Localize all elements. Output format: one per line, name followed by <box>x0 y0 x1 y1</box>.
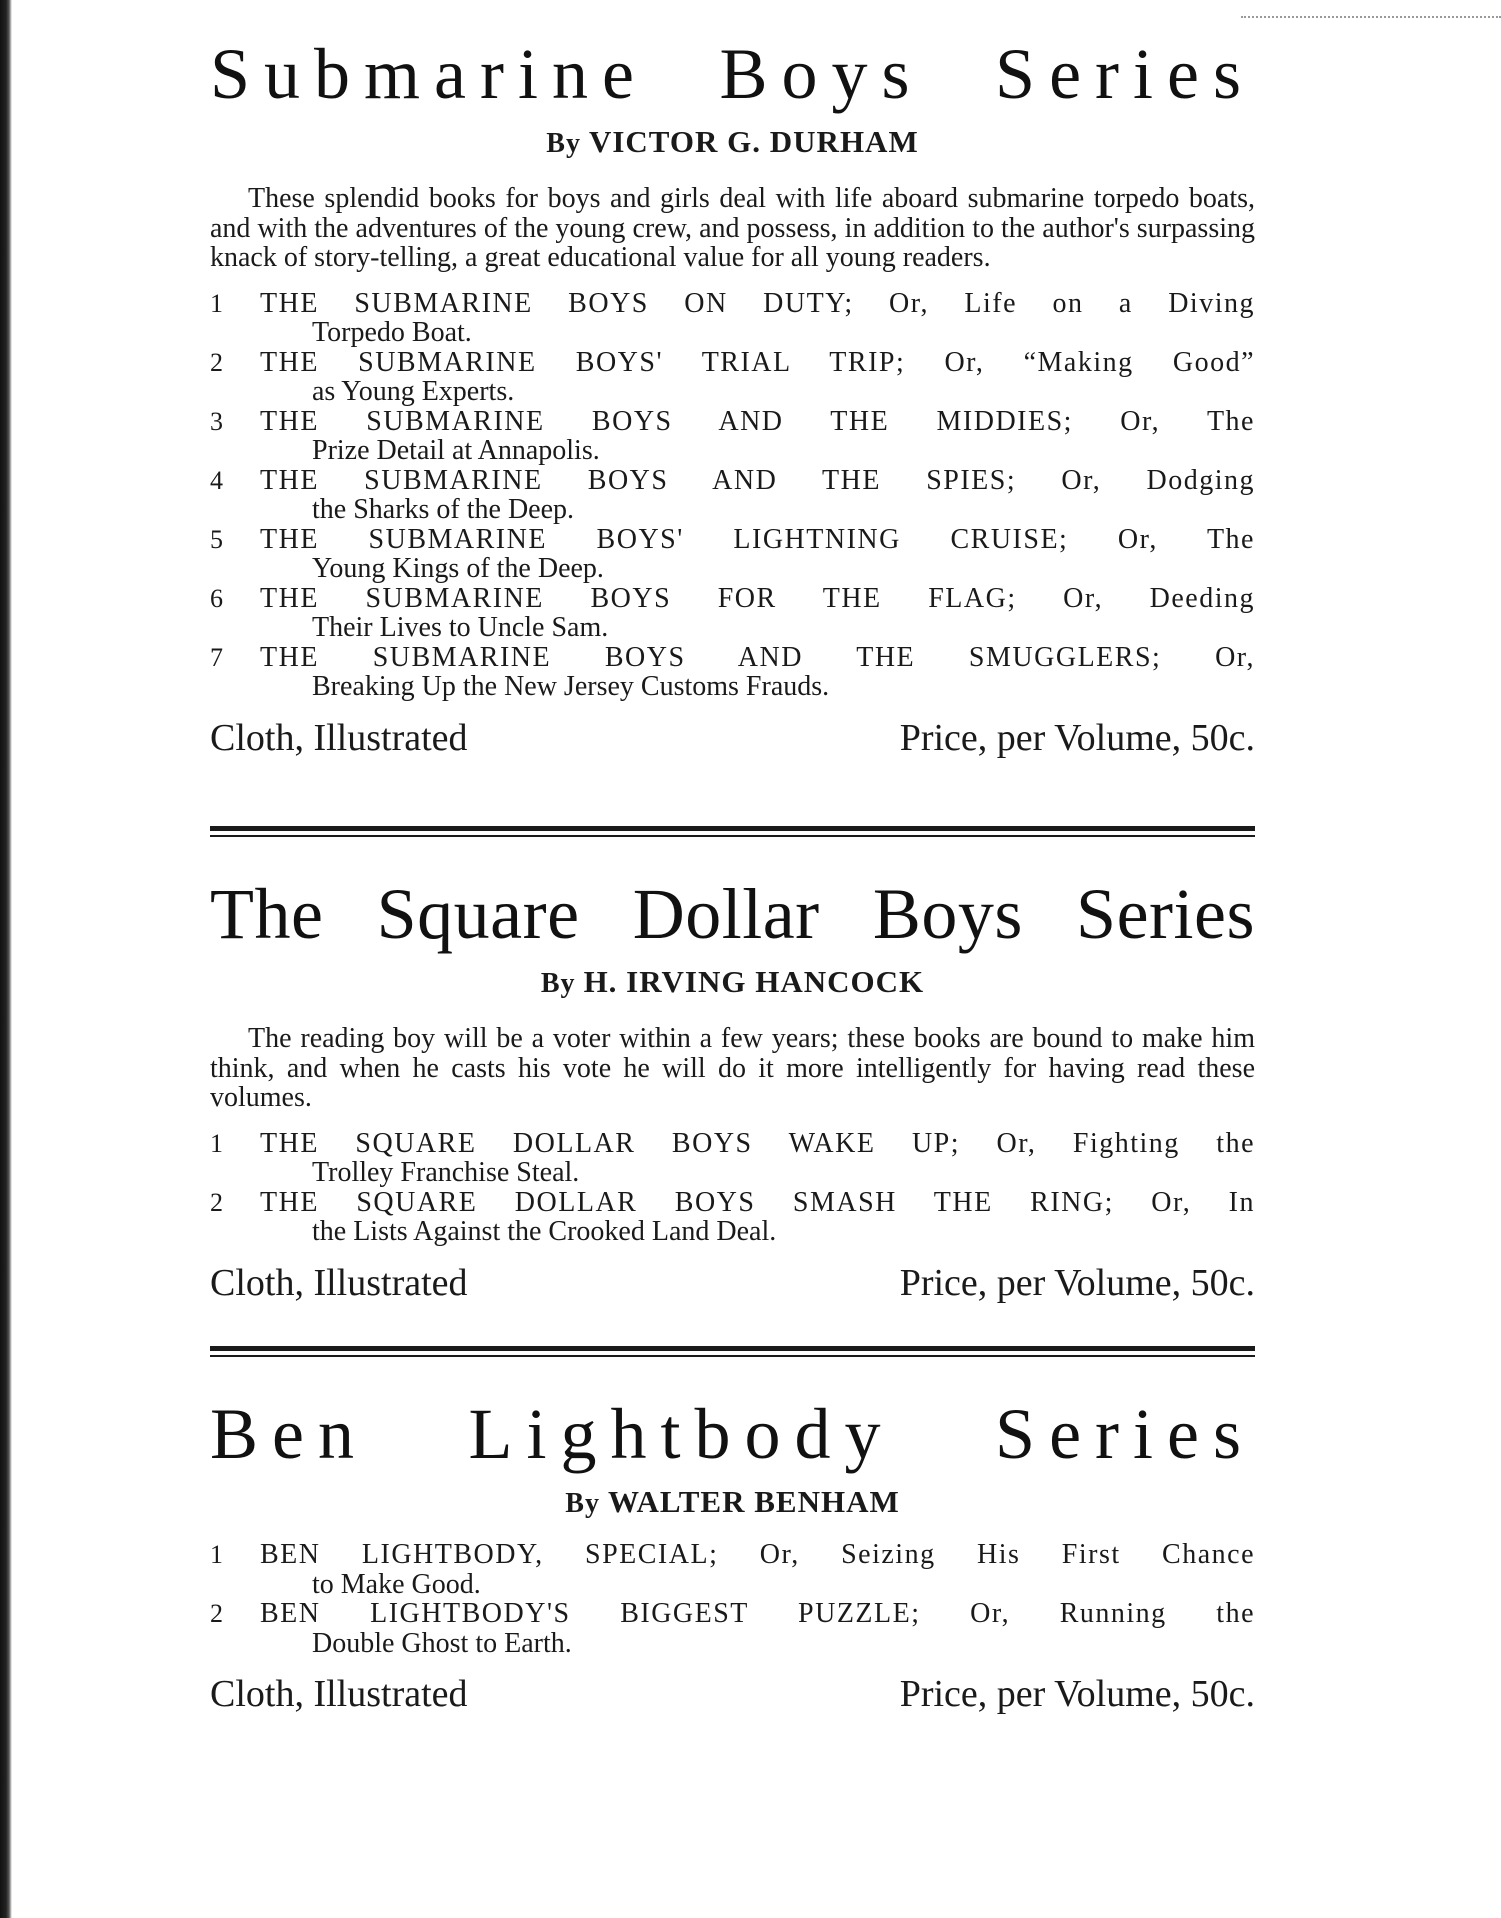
book-title: THE SUBMARINE BOYS AND THE MIDDIES; Or, The <box>260 405 1255 437</box>
book-number: 5 <box>210 524 223 554</box>
series-square-dollar-boys <box>210 874 1255 1305</box>
book-subtitle: Their Lives to Uncle Sam. <box>312 612 609 643</box>
book-number: 2 <box>210 1187 223 1217</box>
book-subtitle: Prize Detail at Annapolis. <box>312 435 600 466</box>
series-description: The reading boy will be a voter within a few years; these books are bound to make him think, and when he casts his vote he will do it more intelligently for having read these volumes. <box>210 1023 1255 1113</box>
by-label: By <box>546 128 581 159</box>
book-item <box>210 1188 1255 1247</box>
series-title: Ben Lightbody Series <box>210 1394 1255 1474</box>
book-subtitle: Torpedo Boat. <box>312 317 472 348</box>
by-label: By <box>565 1488 600 1519</box>
price-line <box>210 1261 1255 1305</box>
book-title: THE SUBMARINE BOYS AND THE SMUGGLERS; Or, <box>260 641 1255 673</box>
price-label: Price, per Volume, 50c. <box>899 716 1255 759</box>
divider-thin-line <box>210 1355 1255 1357</box>
book-item <box>210 348 1255 407</box>
binding-label: Cloth, Illustrated <box>210 1261 468 1304</box>
price-label: Price, per Volume, 50c. <box>899 1261 1255 1304</box>
book-number: 2 <box>210 1599 223 1628</box>
book-title: THE SQUARE DOLLAR BOYS WAKE UP; Or, Fighting the <box>260 1127 1255 1159</box>
author-byline <box>210 124 1255 160</box>
book-title: BEN LIGHTBODY'S BIGGEST PUZZLE; Or, Running the <box>260 1598 1255 1629</box>
price-line <box>210 716 1255 760</box>
divider-thin-line <box>210 835 1255 837</box>
book-list <box>210 1129 1255 1247</box>
book-title: THE SQUARE DOLLAR BOYS SMASH THE RING; Or, In <box>260 1186 1255 1218</box>
book-title: THE SUBMARINE BOYS' TRIAL TRIP; Or, “Making Good” <box>260 346 1255 378</box>
binding-label: Cloth, Illustrated <box>210 1673 468 1715</box>
author-name: H. IRVING HANCOCK <box>583 964 925 999</box>
book-item <box>210 525 1255 584</box>
book-subtitle: Young Kings of the Deep. <box>312 553 604 584</box>
series-title: The Square Dollar Boys Series <box>210 874 1255 954</box>
book-subtitle: Trolley Franchise Steal. <box>312 1157 580 1188</box>
book-number: 6 <box>210 583 223 613</box>
series-submarine-boys <box>210 34 1255 760</box>
book-list <box>210 289 1255 702</box>
author-byline <box>210 1484 1255 1520</box>
book-number: 4 <box>210 465 223 495</box>
book-number: 1 <box>210 1540 223 1569</box>
book-number: 2 <box>210 347 223 377</box>
author-name: WALTER BENHAM <box>607 1484 900 1519</box>
book-title: BEN LIGHTBODY, SPECIAL; Or, Seizing His First Chance <box>260 1539 1255 1570</box>
book-number: 1 <box>210 288 223 318</box>
book-item <box>210 289 1255 348</box>
series-description: These splendid books for boys and girls deal with life aboard submarine torpedo boats, and with the adventures of the young crew, and possess, in addition to the author's surpassing knack of story-telling, a great educational value for all young readers. <box>210 183 1255 273</box>
book-title: THE SUBMARINE BOYS AND THE SPIES; Or, Dodging <box>260 464 1255 496</box>
divider-thick-line <box>210 1346 1255 1351</box>
book-item <box>210 643 1255 702</box>
by-label: By <box>540 968 576 999</box>
section-divider <box>210 826 1255 837</box>
book-number: 7 <box>210 642 223 672</box>
scan-edge-shadow <box>0 0 12 1918</box>
author-byline <box>210 964 1255 1000</box>
binding-label: Cloth, Illustrated <box>210 716 468 759</box>
book-subtitle: as Young Experts. <box>312 376 515 407</box>
divider-thick-line <box>210 826 1255 831</box>
book-item <box>210 1129 1255 1188</box>
book-list <box>210 1540 1255 1658</box>
author-name: VICTOR G. DURHAM <box>588 124 919 159</box>
book-number: 1 <box>210 1128 223 1158</box>
book-item <box>210 1540 1255 1599</box>
book-subtitle: the Lists Against the Crooked Land Deal. <box>312 1216 777 1247</box>
book-item <box>210 1599 1255 1658</box>
scan-artifact <box>1241 16 1501 20</box>
book-title: THE SUBMARINE BOYS ON DUTY; Or, Life on a Diving <box>260 287 1255 319</box>
book-item <box>210 466 1255 525</box>
book-title: THE SUBMARINE BOYS' LIGHTNING CRUISE; Or, The <box>260 523 1255 555</box>
section-divider <box>210 1346 1255 1357</box>
book-item <box>210 407 1255 466</box>
book-subtitle: to Make Good. <box>312 1568 481 1600</box>
price-line <box>210 1672 1255 1716</box>
series-ben-lightbody <box>210 1394 1255 1716</box>
price-label: Price, per Volume, 50c. <box>899 1673 1255 1715</box>
series-title: Submarine Boys Series <box>210 34 1255 114</box>
book-subtitle: Breaking Up the New Jersey Customs Frauds. <box>312 671 830 702</box>
book-item <box>210 584 1255 643</box>
catalog-page <box>210 0 1255 1918</box>
book-subtitle: the Sharks of the Deep. <box>312 494 575 525</box>
book-subtitle: Double Ghost to Earth. <box>312 1627 572 1659</box>
book-number: 3 <box>210 406 223 436</box>
book-title: THE SUBMARINE BOYS FOR THE FLAG; Or, Deeding <box>260 582 1255 614</box>
